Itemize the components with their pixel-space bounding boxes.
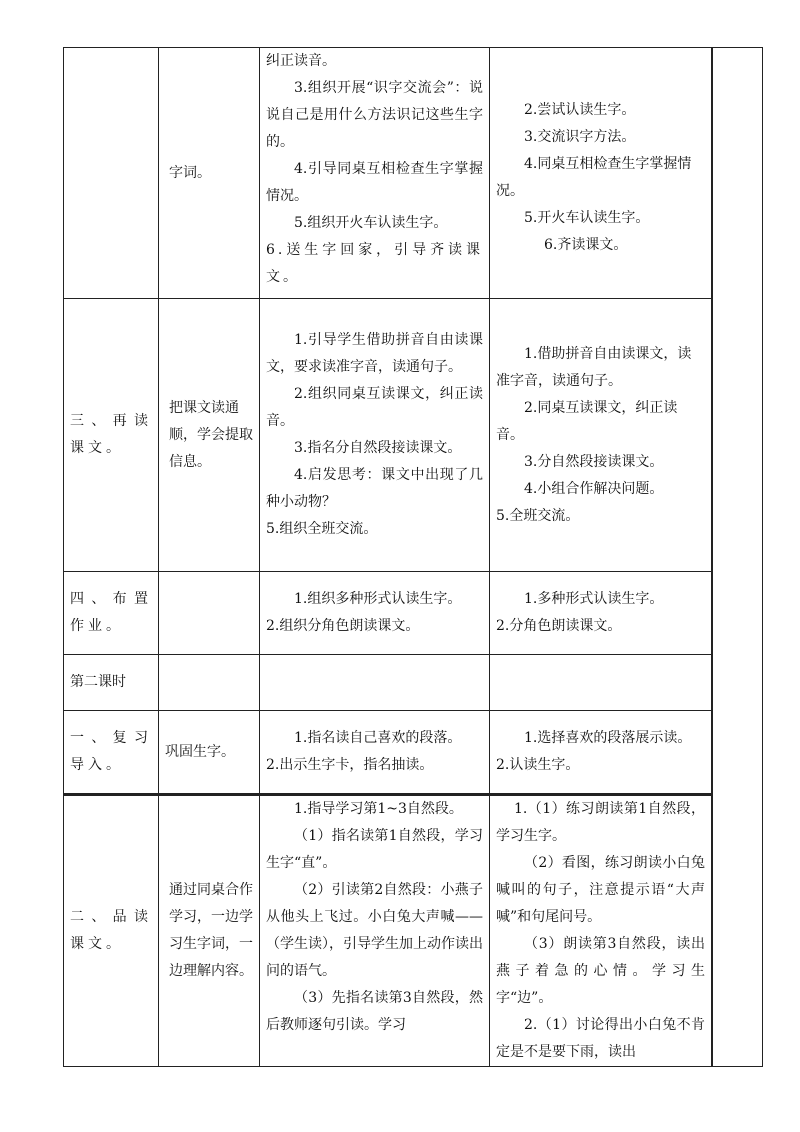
stage-cell: 一、复习导入。 — [64, 711, 159, 795]
student-activity-cell — [490, 795, 713, 1067]
teacher-line: 纠正读音。 — [266, 53, 336, 69]
goal-cell — [159, 795, 260, 1067]
stage-cell: 二、品读课文。 — [64, 795, 159, 1067]
student-line: 3.分自然段接读课文。 — [524, 453, 664, 470]
teacher-line: 2.出示生字卡，指名抽读。 — [266, 757, 434, 773]
table-row — [64, 711, 763, 795]
side-column — [712, 48, 763, 1067]
stage-cell: 四、布置作业。 — [64, 572, 159, 655]
student-line: 1.多种形式认读生字。 — [524, 591, 664, 607]
student-line: 4.小组合作解决问题。 — [524, 480, 664, 497]
teacher-line: 2.组织分角色朗读课文。 — [266, 618, 420, 634]
student-activity-cell — [490, 655, 713, 711]
goal-text: 字词。 — [169, 164, 211, 181]
teacher-line: 1.指名读自己喜欢的段落。 — [294, 730, 462, 746]
goal-cell — [159, 572, 260, 655]
teacher-line: 3.组织开展“识字交流会”：说说自己是用什么方法识记这些生字的。 — [266, 80, 483, 150]
student-line: （2）看图，练习朗读小白兔喊叫的句子，注意提示语“大声喊”和句尾问号。 — [496, 855, 705, 925]
teacher-activity-cell — [260, 655, 490, 711]
student-line: 2.尝试认读生字。 — [524, 102, 636, 118]
goal-text: 通过同桌合作学习，一边学习生字词，一边理解内容。 — [169, 882, 253, 979]
teacher-activity-cell — [260, 48, 490, 299]
stage-cell — [64, 48, 159, 299]
lesson-plan-table — [63, 47, 763, 1067]
teacher-line: 4.启发思考：课文中出现了几种小动物？ — [266, 467, 483, 510]
student-line: 1.借助拼音自由读课文，读准字音，读通句子。 — [496, 345, 692, 389]
teacher-activity-cell — [260, 572, 490, 655]
student-activity-cell — [490, 48, 713, 299]
teacher-activity-cell — [260, 711, 490, 795]
goal-cell — [159, 48, 260, 299]
table-row — [64, 572, 763, 655]
stage-cell: 三、再读课文。 — [64, 299, 159, 572]
student-line: 6.齐读课文。 — [544, 237, 628, 253]
goal-text: 把课文读通顺，学会提取信息。 — [169, 399, 253, 470]
teacher-line: 5.组织开火车认读生字。 — [294, 215, 448, 231]
table-row — [64, 299, 763, 572]
student-line: 2.分角色朗读课文。 — [496, 618, 622, 634]
teacher-activity-cell — [260, 795, 490, 1067]
goal-cell — [159, 655, 260, 711]
session-heading: 第二课时 — [64, 655, 159, 711]
student-line: 1.选择喜欢的段落展示读。 — [524, 730, 692, 746]
teacher-line: 4.引导同桌互相检查生字掌握情况。 — [266, 161, 483, 204]
student-line: 4.同桌互相检查生字掌握情况。 — [496, 156, 692, 199]
table-row — [64, 48, 763, 299]
teacher-line: （2）引读第2自然段：小燕子从他头上飞过。小白兔大声喊——（学生读），引导学生加上动作读出问的语气。 — [266, 882, 483, 979]
teacher-line: （3）先指名读第3自然段，然后教师逐句引读。学习 — [266, 990, 483, 1033]
teacher-line: 2.组织同桌互读课文，纠正读音。 — [266, 386, 483, 429]
student-activity-cell — [490, 572, 713, 655]
goal-cell — [159, 299, 260, 572]
goal-cell: 巩固生字。 — [159, 711, 260, 795]
student-line: 2.认读生字。 — [496, 757, 580, 773]
teacher-line: 5.组织全班交流。 — [266, 521, 378, 537]
student-line: 2.同桌互读课文，纠正读音。 — [496, 399, 678, 443]
table-row — [64, 795, 763, 1067]
student-line: 2.（1）讨论得出小白兔不肯定是不是要下雨，读出 — [496, 1017, 705, 1060]
teacher-line: 1.指导学习第1~3自然段。 — [294, 801, 463, 817]
teacher-line: 3.指名分自然段接读课文。 — [294, 440, 462, 456]
student-line: （3）朗读第3自然段，读出燕子着急的心情。学习生字“边”。 — [496, 936, 705, 1006]
teacher-activity-cell — [260, 299, 490, 572]
student-activity-cell — [490, 711, 713, 795]
teacher-line: 1.组织多种形式认读生字。 — [294, 591, 462, 607]
table-row — [64, 655, 763, 711]
student-activity-cell — [490, 299, 713, 572]
teacher-line: 1.引导学生借助拼音自由读课文，要求读准字音，读通句子。 — [266, 332, 483, 375]
student-line: 3.交流识字方法。 — [524, 129, 636, 145]
student-line: 5.开火车认读生字。 — [524, 210, 650, 226]
student-line: 1.（1）练习朗读第1自然段，学习生字。 — [496, 801, 705, 844]
teacher-line: 6.送生字回家，引导齐读课文。 — [266, 242, 483, 285]
teacher-line: （1）指名读第1自然段，学习生字“直”。 — [266, 828, 483, 871]
student-line: 5.全班交流。 — [496, 507, 580, 524]
